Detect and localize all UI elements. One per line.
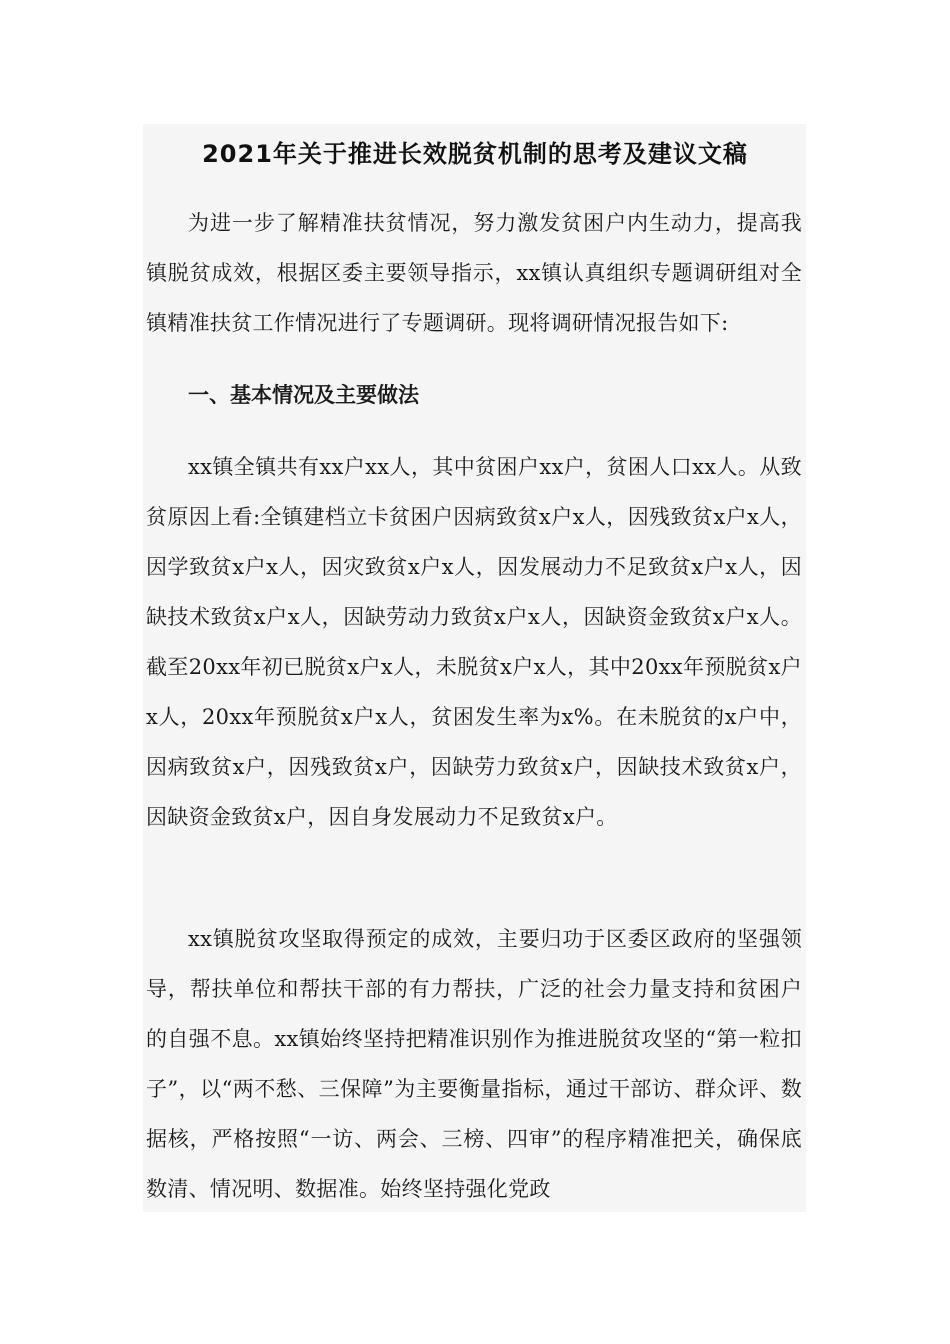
body-paragraph-situation: xx镇全镇共有xx户xx人，其中贫困户xx户，贫困人口xx人。从致贫原因上看:全镇建档立卡贫困户因病致贫x户x人，因残致贫x户x人，因学致贫x户x人，因灾致贫x户x人，因发展动力不足致贫x户x人，因缺技术致贫x户x人，因缺劳动力致贫x户x人，因缺资金致贫x户x人。截至20xx年初已脱贫x户x人，未脱贫x户x人，其中20xx年预脱贫x户x人，20xx年预脱贫x户x人，贫困发生率为x%。在未脱贫的x户中，因病致贫x户，因残致贫x户，因缺劳力致贫x户，因缺技术致贫x户，因缺资金致贫x户，因自身发展动力不足致贫x户。 (146, 455, 802, 829)
document-title: 2021年关于推进长效脱贫机制的思考及建议文稿 (202, 140, 748, 168)
section-heading: 一、基本情况及主要做法 (188, 383, 419, 407)
intro-paragraph: 为进一步了解精准扶贫情况，努力激发贫困户内生动力，提高我镇脱贫成效，根据区委主要领导指示，xx镇认真组织专题调研组对全镇精准扶贫工作情况进行了专题调研。现将调研情况报告如下: (146, 211, 802, 335)
body-paragraph-achievements: xx镇脱贫攻坚取得预定的成效，主要归功于区委区政府的坚强领导，帮扶单位和帮扶干部的有力帮扶，广泛的社会力量支持和贫困户的自强不息。xx镇始终坚持把精准识别作为推进脱贫攻坚的“第一粒扣子”，以“两不愁、三保障”为主要衡量指标，通过干部访、群众评、数据核，严格按照“一访、两会、三榜、四审”的程序精准把关，确保底数清、情况明、数据准。始终坚持强化党政 (146, 927, 802, 1201)
